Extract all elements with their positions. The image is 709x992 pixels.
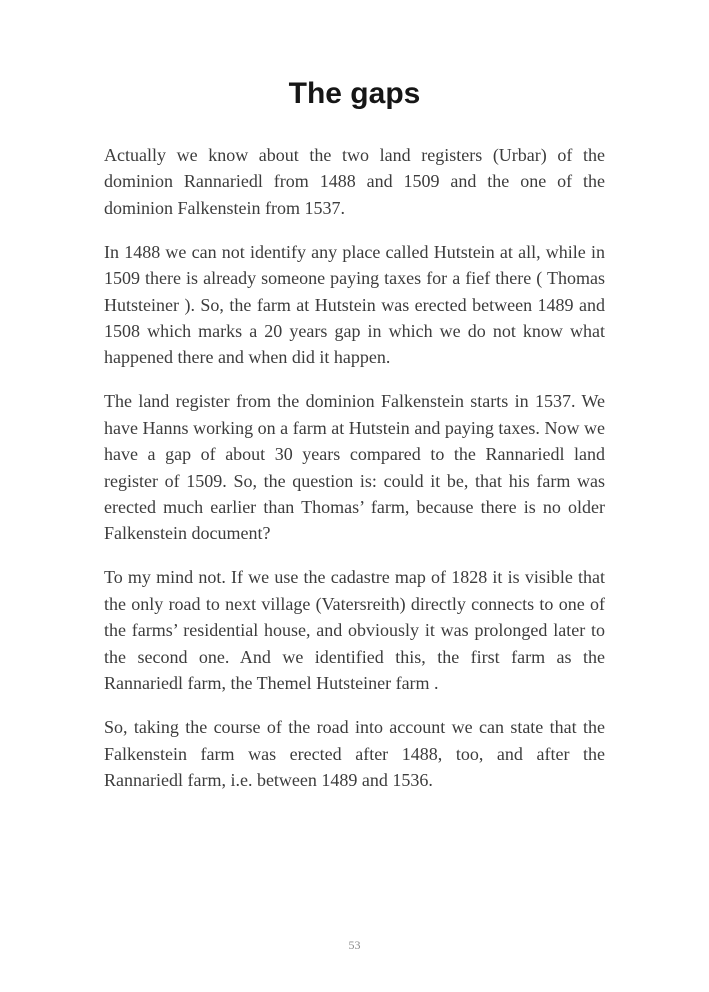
page-title: The gaps xyxy=(288,77,421,110)
body-paragraph: The land register from the dominion Falkenstein starts in 1537. We have Hanns working on a farm at Hutstein and paying taxes. Now we have a gap of about 30 years compared to the Rannariedl land register of 1509. So, the question is: could it be, that his farm was erected much earlier than Thomas’ farm, because there is no older Falkenstein document? xyxy=(104,391,605,544)
page-number: 53 xyxy=(348,938,361,952)
body-paragraph: To my mind not. If we use the cadastre map of 1828 it is visible that the only road to next village (Vatersreith) directly connects to one of the farms’ residential house, and obviously it was prolonged later to the second one. And we identified this, the first farm as the Rannariedl farm, the Themel Hutsteiner farm . xyxy=(104,567,605,694)
body-paragraph: In 1488 we can not identify any place called Hutstein at all, while in 1509 there is already someone paying taxes for a fief there ( Thomas Hutsteiner ). So, the farm at Hutstein was erected between 1489 and 1508 which marks a 20 years gap in which we do not know what happened there and when did it happen. xyxy=(104,241,605,368)
body-paragraph: Actually we know about the two land registers (Urbar) of the dominion Rannariedl from 1488 and 1509 and the one of the dominion Falkenstein from 1537. xyxy=(104,145,605,218)
body-paragraph: So, taking the course of the road into account we can state that the Falkenstein farm was erected after 1488, too, and after the Rannariedl farm, i.e. between 1489 and 1536. xyxy=(104,717,605,790)
page-body xyxy=(104,142,605,793)
